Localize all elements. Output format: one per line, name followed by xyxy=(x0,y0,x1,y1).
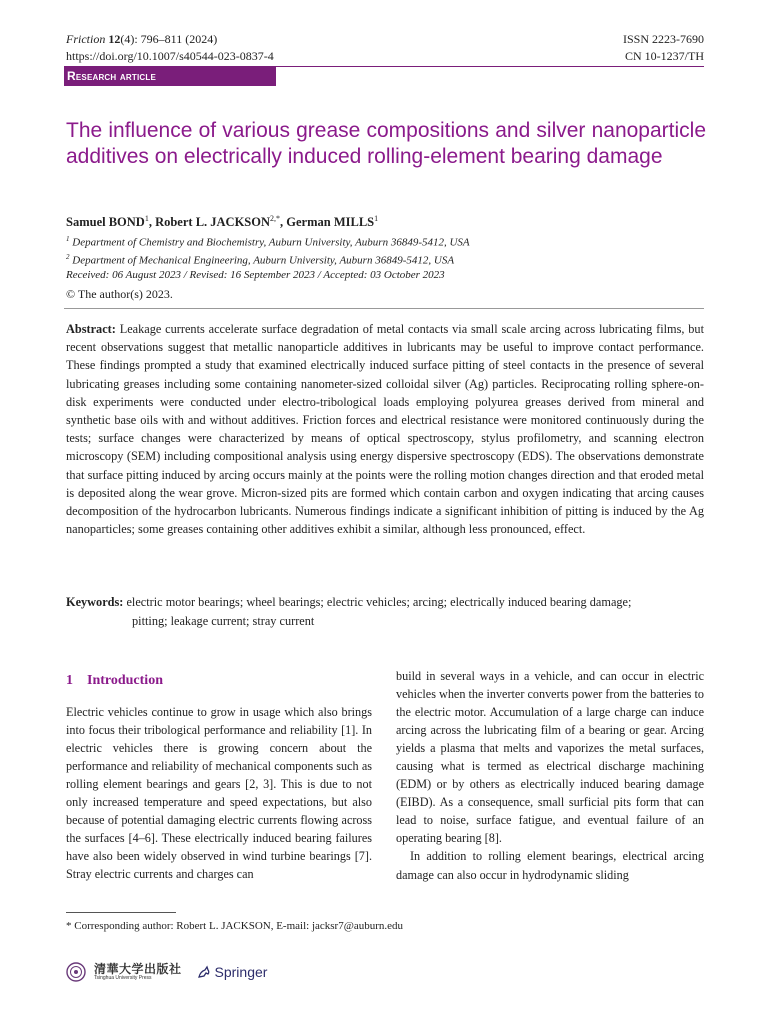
issn: ISSN 2223-7690 xyxy=(622,32,704,46)
affiliation-text: Department of Mechanical Engineering, Auburn University, Auburn 36849-5412, USA xyxy=(72,254,455,267)
corresponding-author-footnote: * Corresponding author: Robert L. JACKSON, E-mail: jacksr7@auburn.edu xyxy=(66,920,404,932)
tsinghua-press-wordmark xyxy=(94,963,182,981)
affiliation-text: Department of Chemistry and Biochemistry, Auburn University, Auburn 36849-5412, USA xyxy=(72,236,470,249)
journal-citation xyxy=(66,31,217,47)
cn-number: CN 10-1237/TH xyxy=(625,49,704,63)
intro-left-column: Electric vehicles continue to grow in usage which also brings into focus their tribological performance and reliability [1]. In electric vehicles there is growing concern about the performance and reliability of mechanical components such as rolling element bearings and gears [2, 3]. This is due to not only increased temperature and speed expectations, but also because of potential damaging electric currents flowing across the surfaces [4–6]. These electrically induced bearing failures have also been widely observed in wind turbine bearings [7]. Stray electric currents and charges can xyxy=(66,705,372,882)
springer-horse-icon xyxy=(196,964,212,980)
copyright-notice: © The author(s) 2023. xyxy=(66,287,173,301)
tsinghua-seal-icon xyxy=(66,962,86,982)
doi-link[interactable]: https://doi.org/10.1007/s40544-023-0837-4 xyxy=(66,49,274,63)
keywords-label: Keywords: xyxy=(66,595,124,609)
publisher-footer xyxy=(66,959,267,985)
author-list: Samuel BOND$^1$, Robert L. $JACKSON^{2,*}$, German MILLS$^1$ xyxy=(66,214,379,230)
abstract-rule xyxy=(64,308,704,309)
press-name-cn: 清華大学出版社 xyxy=(94,962,182,976)
affiliation-2 xyxy=(66,250,706,268)
section-number: 1 xyxy=(66,673,73,688)
section-heading xyxy=(66,672,163,690)
keywords-line-2: pitting; leakage current; stray current xyxy=(132,613,315,628)
author-name: German MILLS xyxy=(286,215,375,230)
abstract-text: Leakage currents accelerate surface degradation of metal contacts via small scale arcing across lubricating films, but recent observations suggest that metallic nanoparticle additives in lubricants may be useful to improve contact performance. These findings prompted a study that examined electrically induced surface pitting of steel contacts in the presence of several lubricating greases including some containing nanometer-sized colloidal silver (Ag) particles. Reciprocating rolling sphere-on-disk experiments were conducted under electro-tribological loads employing polyurea greases derived from mineral and synthetic base oils with and without additives. Friction forces and electrical resistance were monitored continuously during the tests; surface changes were characterized by means of optical spectroscopy, stylus profilometry, and scanning electron microscopy (SEM) including compositional analysis using energy dispersive spectroscopy (EDS). The observations demonstrate that surface pitting induced by arcing occurs mainly at the points were the rolling motion changes direction and that eroded metal is deposited along the wear grove. Micron-sized pits are formed which contain carbon and oxygen indicating that arcing causes decomposition of the hydrocarbon lubricants. Numerous findings indicate a significant inhibition of pitting is induced by the Ag nanoparticles; some greases containing other additives exhibit a similar, although less pronounced, effect. xyxy=(66,322,704,537)
author-name: Samuel BOND xyxy=(66,215,145,230)
intro-paragraph-2: In addition to rolling element bearings, electrical arcing damage can also occur in hydrodynamic sliding xyxy=(396,849,704,882)
author-sup: 2,* xyxy=(270,214,281,223)
author-sup: 1 xyxy=(374,214,379,223)
journal-issue-pages: (4): 796–811 (2024) xyxy=(120,32,218,46)
intro-paragraph-1: build in several ways in a vehicle, and can occur in electric vehicles when the inverter converts power from the batteries to the electric motor. Accumulation of a large charge can induce arcing across the lubricating film of a bearing or gear. Arcing yields a plasma that melts and vaporizes the metal surfaces, causing what is termed as electrical discharge machining (EDM) or by others as electrically induced bearing damage (EIBD). As a consequence, small surficial pits form that can lead to noise, surface fatigue, and eventual failure of an operating bearing [8]. xyxy=(396,669,704,846)
keywords-line-1: electric motor bearings; wheel bearings; electric vehicles; arcing; electrically induced bearing damage; xyxy=(126,595,632,609)
springer-wordmark: Springer xyxy=(214,964,268,980)
footnote-rule xyxy=(66,912,176,913)
journal-name: Friction xyxy=(66,32,106,46)
author-sup: 1 xyxy=(144,214,149,223)
article-title: The influence of various grease compositions and silver nanoparticle additives on electrically induced rolling-element bearing damage xyxy=(66,119,706,168)
affiliation-1 xyxy=(66,232,706,250)
author-name: Robert L. JACKSON xyxy=(155,215,271,230)
press-name-en: Tsinghua University Press xyxy=(94,975,152,981)
affiliation-sup: 1 xyxy=(66,235,70,243)
keywords xyxy=(66,593,706,630)
springer-logo xyxy=(196,964,268,980)
journal-volume: 12 xyxy=(108,32,121,46)
section-title: Introduction xyxy=(87,673,163,688)
article-dates: Received: 06 August 2023 / Revised: 16 September 2023 / Accepted: 03 October 2023 xyxy=(66,269,445,281)
article-type-banner: Research article xyxy=(64,67,276,86)
affiliation-sup: 2 xyxy=(66,253,70,261)
abstract-label: Abstract: xyxy=(66,322,116,336)
intro-right-column xyxy=(396,667,704,884)
abstract xyxy=(66,320,704,538)
